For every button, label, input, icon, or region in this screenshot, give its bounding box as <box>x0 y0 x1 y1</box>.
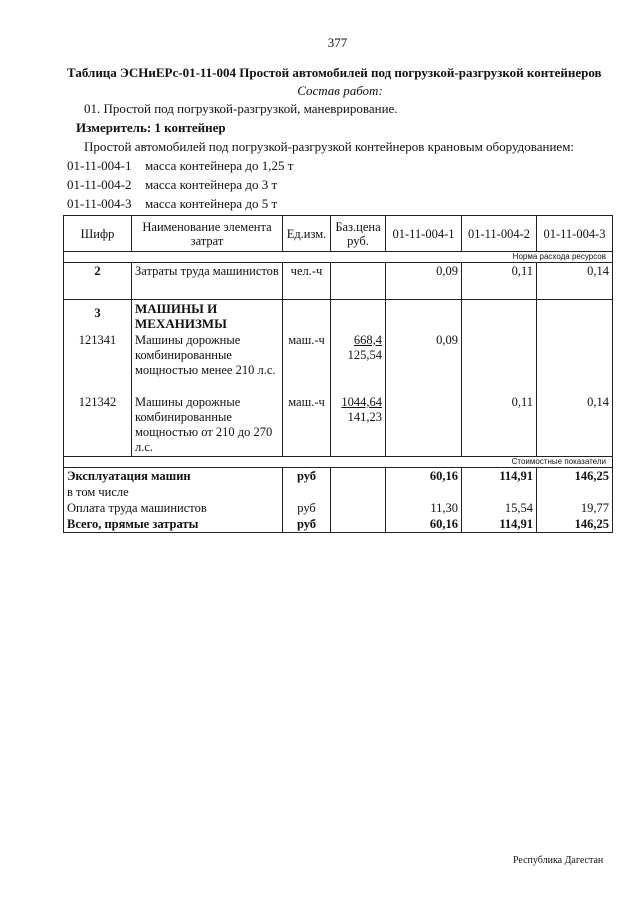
band-norms: Норма расхода ресурсов <box>64 252 613 263</box>
summary-value: 114,91 <box>462 516 537 533</box>
work-item: 01. Простой под погрузкой-разгрузкой, маневрирование. <box>84 101 398 116</box>
table-header-row <box>64 216 613 252</box>
cell-code: 2 <box>64 263 132 300</box>
summary-unit: руб <box>283 468 331 485</box>
price-top: 668,4 <box>353 333 382 347</box>
header-cell: Наименование элемента затрат <box>132 216 283 252</box>
table-title: Таблица ЭСНиЕРс-01-11-004 Простой автомобилей под погрузкой-разгрузкой контейнеров <box>67 65 602 80</box>
footer-region: Республика Дагестан <box>513 855 604 866</box>
summary-value: 15,54 <box>462 500 537 516</box>
header-cell: Шифр <box>64 216 132 252</box>
table-row <box>64 332 613 394</box>
work-composition-heading: Состав работ: <box>297 83 383 98</box>
summary-value: 60,16 <box>386 516 462 533</box>
cell-value: 0,14 <box>537 394 613 457</box>
variant-code: 01-11-004-2 <box>67 177 132 192</box>
cell-name: Затраты труда машинистов <box>132 263 283 300</box>
cell-unit: чел.-ч <box>283 263 331 300</box>
cell-value: 0,11 <box>462 263 537 300</box>
summary-name: в том числе <box>64 484 283 500</box>
variant-text: масса контейнера до 1,25 т <box>145 158 294 173</box>
table-row <box>64 394 613 457</box>
summary-unit: руб <box>283 500 331 516</box>
price-bottom: 141,23 <box>347 410 382 424</box>
summary-row <box>64 500 613 516</box>
cell-name: Машины дорожные комбинированные мощностью от 210 до 270 л.с. <box>132 394 283 457</box>
cell-unit: маш.-ч <box>283 332 331 394</box>
cell-value: 0,14 <box>537 263 613 300</box>
summary-unit: руб <box>283 516 331 533</box>
measure-unit: Измеритель: 1 контейнер <box>76 120 226 135</box>
cell-value: 0,11 <box>462 394 537 457</box>
cell-value <box>537 332 613 394</box>
summary-value: 11,30 <box>386 500 462 516</box>
summary-value: 114,91 <box>462 468 537 485</box>
header-cell: 01-11-004-2 <box>462 216 537 252</box>
variant-text: масса контейнера до 5 т <box>145 196 278 211</box>
summary-row <box>64 484 613 500</box>
band-costs: Стоимостные показатели <box>64 457 613 468</box>
cell-code: 3 <box>64 300 132 333</box>
variant-code: 01-11-004-3 <box>67 196 132 211</box>
summary-name: Эксплуатация машин <box>64 468 283 485</box>
header-cell: Ед.изм. <box>283 216 331 252</box>
price-top: 1044,64 <box>341 395 382 409</box>
section-title: МАШИНЫ И МЕХАНИЗМЫ <box>132 300 283 333</box>
cell-value: 0,09 <box>386 332 462 394</box>
cell-price <box>331 263 386 300</box>
price-bottom: 125,54 <box>347 348 382 362</box>
cell-value <box>386 394 462 457</box>
summary-value: 60,16 <box>386 468 462 485</box>
summary-value: 146,25 <box>537 468 613 485</box>
cell-value <box>462 332 537 394</box>
cell-code: 121341 <box>64 332 132 394</box>
header-cell: Баз.цена руб. <box>331 216 386 252</box>
cell-name: Машины дорожные комбинированные мощностью менее 210 л.с. <box>132 332 283 394</box>
summary-name: Оплата труда машинистов <box>64 500 283 516</box>
summary-value: 19,77 <box>537 500 613 516</box>
variant-code: 01-11-004-1 <box>67 158 132 173</box>
summary-row <box>64 468 613 485</box>
header-cell: 01-11-004-3 <box>537 216 613 252</box>
table-row <box>64 263 613 300</box>
cell-code: 121342 <box>64 394 132 457</box>
resource-table <box>63 215 613 533</box>
description: Простой автомобилей под погрузкой-разгрузкой контейнеров крановым оборудованием: <box>84 139 575 154</box>
cell-unit: маш.-ч <box>283 394 331 457</box>
cell-value: 0,09 <box>386 263 462 300</box>
summary-row <box>64 516 613 533</box>
page-number: 377 <box>327 35 348 50</box>
variant-text: масса контейнера до 3 т <box>145 177 278 192</box>
summary-value: 146,25 <box>537 516 613 533</box>
header-cell: 01-11-004-1 <box>386 216 462 252</box>
summary-name: Всего, прямые затраты <box>64 516 283 533</box>
